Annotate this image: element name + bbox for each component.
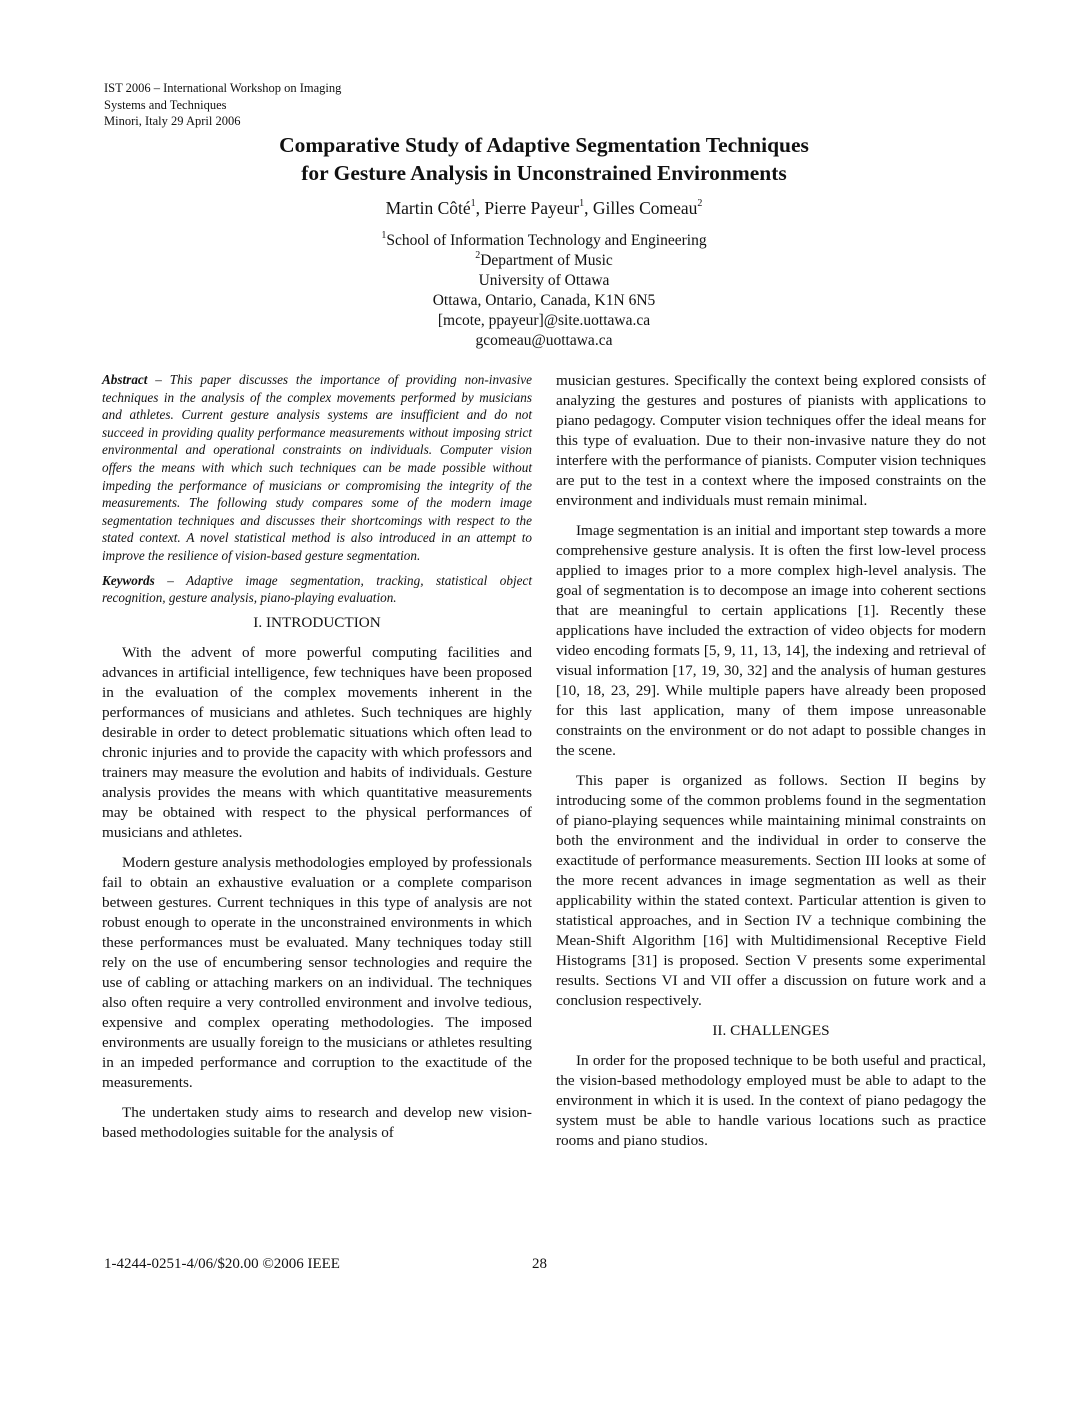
paragraph: The undertaken study aims to research and develop new vision-based methodologies suitable for the analysis of	[102, 1103, 532, 1141]
affiliation-2-text: Department of Music	[480, 252, 613, 269]
affiliation-mark: 1	[381, 229, 387, 241]
page-number: 28	[532, 1256, 547, 1272]
author-affiliation-mark: 1	[579, 198, 585, 210]
author-list: Martin Côté$^1$, Pierre Payeur$^1$, Gilles Comeau$^2$	[385, 198, 703, 218]
affiliation-2	[0, 251, 1088, 271]
right-column	[556, 371, 986, 1161]
affiliations	[0, 231, 1088, 351]
conference-line-2: Systems and Techniques	[104, 97, 227, 112]
keywords-text: – Adaptive image segmentation, tracking, statistical object recognition, gesture analysis, piano-playing evaluation.	[102, 572, 532, 606]
paragraph: In order for the proposed technique to be both useful and practical, the vision-based methodology employed must be able to adapt to the environment in which it is used. In the context of piano pedagogy the system must be able to handle various locations such as practice rooms and piano studios.	[556, 1052, 986, 1149]
author-name: Martin Côté	[385, 198, 471, 218]
author-name: Pierre Payeur	[484, 198, 580, 218]
keywords-label: Keywords	[102, 572, 155, 588]
email-1: [mcote, ppayeur]@site.uottawa.ca	[437, 312, 651, 329]
section-heading-challenges: II. CHALLENGES	[712, 1022, 830, 1039]
author-affiliation-mark: 1	[470, 198, 476, 210]
paper-title	[0, 131, 1088, 187]
abstract-text: – This paper discusses the importance of providing non-invasive techniques in the analysis of the complex movements performed by musicians and athletes. Current gesture analysis systems are insufficient and do not succeed in providing quality performance measurements without imposing strict environmental and operational constraints on individuals. Computer vision offers the means with which such techniques can be made possible without impeding the performance of musicians or compromising the integrity of the measurements. The following study compares some of the modern image segmentation techniques and discusses their shortcomings with respect to the stated context. A novel statistical method is also introduced in an attempt to improve the resilience of vision-based gesture segmentation.	[102, 372, 532, 563]
author-name: Gilles Comeau	[592, 198, 698, 218]
address: Ottawa, Ontario, Canada, K1N 6N5	[432, 292, 656, 309]
conference-line-3: Minori, Italy 29 April 2006	[104, 114, 241, 128]
section-heading-introduction: I. INTRODUCTION	[253, 613, 381, 631]
affiliation-1	[0, 231, 1088, 251]
university: University of Ottawa	[478, 272, 610, 289]
email-2: gcomeau@uottawa.ca	[475, 332, 613, 349]
paragraph: Modern gesture analysis methodologies employed by professionals fail to obtain an exhaustive evaluation or a complete comparison between gestures. Current techniques in this type of analysis are not robust enough to operate in the unconstrained environments in which these performances must be evaluated. Many techniques today still rely on the use of encumbering sensor technologies and require the use of cabling or attaching markers on an individual. The techniques also often require a very controlled environment and involve tedious, expensive and complex operating methodologies. The imposed environments are usually foreign to the musicians or athletes resulting in an impeded performance and corruption to the exactitude of the measurements.	[102, 853, 532, 1091]
paragraph-continued: musician gestures. Specifically the context being explored consists of analyzing the gestures and postures of pianists with applications to piano pedagogy. Computer vision techniques offer the ideal means for this type of evaluation. Due to their non-invasive nature they do not interfere with the performance of pianists. Computer vision techniques are put to the test in a context where the imposed constraints on the environment and individuals must remain minimal.	[556, 372, 986, 509]
paragraph: With the advent of more powerful computing facilities and advances in artificial intelligence, few techniques have been proposed in the evaluation of the complex movements inherent in the performances of musicians and athletes. Such techniques are highly desirable in order to detect problematic situations which often lead to chronic injuries and to provide the capacity with which professors and trainers may measure the evolution and habits of individuals. Gesture analysis provides the means with which quantitative measurements may be obtained with respect to the physical performances of musicians and athletes.	[102, 643, 532, 841]
footer-copyright: 1-4244-0251-4/06/$20.00 ©2006 IEEE	[104, 1256, 340, 1272]
affiliation-mark: 2	[475, 249, 481, 261]
affiliation-1-text: School of Information Technology and Engineering	[386, 232, 707, 249]
conference-line-1: IST 2006 – International Workshop on Imaging	[104, 81, 342, 95]
left-column	[102, 371, 532, 1153]
paragraph: Image segmentation is an initial and important step towards a more comprehensive gesture analysis. It is often the first low-level process applied to images prior to a more complex high-level analysis. The goal of segmentation is to decompose an image into coherent sections that are meaningful to certain applications [1]. Recently these applications have included the extraction of video objects for modern video encoding formats [5, 9, 11, 13, 14], the indexing and retrieval of visual information [17, 19, 30, 32] and the analysis of human gestures [10, 18, 23, 29]. While multiple papers have already been proposed for this last application, many of them impose unreasonable constraints on the environment or do not adapt to possible changes in the scene.	[556, 522, 986, 759]
title-line-2: for Gesture Analysis in Unconstrained Environments	[301, 161, 787, 185]
title-line-1: Comparative Study of Adaptive Segmentation Techniques	[279, 133, 809, 157]
abstract-label: Abstract	[102, 372, 148, 387]
author-affiliation-mark: 2	[697, 198, 703, 210]
conference-info	[104, 80, 341, 130]
abstract	[102, 371, 532, 565]
paragraph: This paper is organized as follows. Section II begins by introducing some of the common problems found in the segmentation of piano-playing sequences while maintaining minimal constraints on both the environment and the individual in order to conserve the exactitude of performance measurements. Section III looks at some of the more recent advances in image segmentation as well as their applicability within the stated context. Particular attention is given to statistical approaches, and in Section IV a technique combining the Mean-Shift Algorithm [16] with Multidimensional Receptive Field Histograms [31] is proposed. Section V presents some experimental results. Sections VI and VII offer a discussion on future work and a conclusion respectively.	[556, 772, 986, 1009]
keywords	[102, 572, 532, 607]
